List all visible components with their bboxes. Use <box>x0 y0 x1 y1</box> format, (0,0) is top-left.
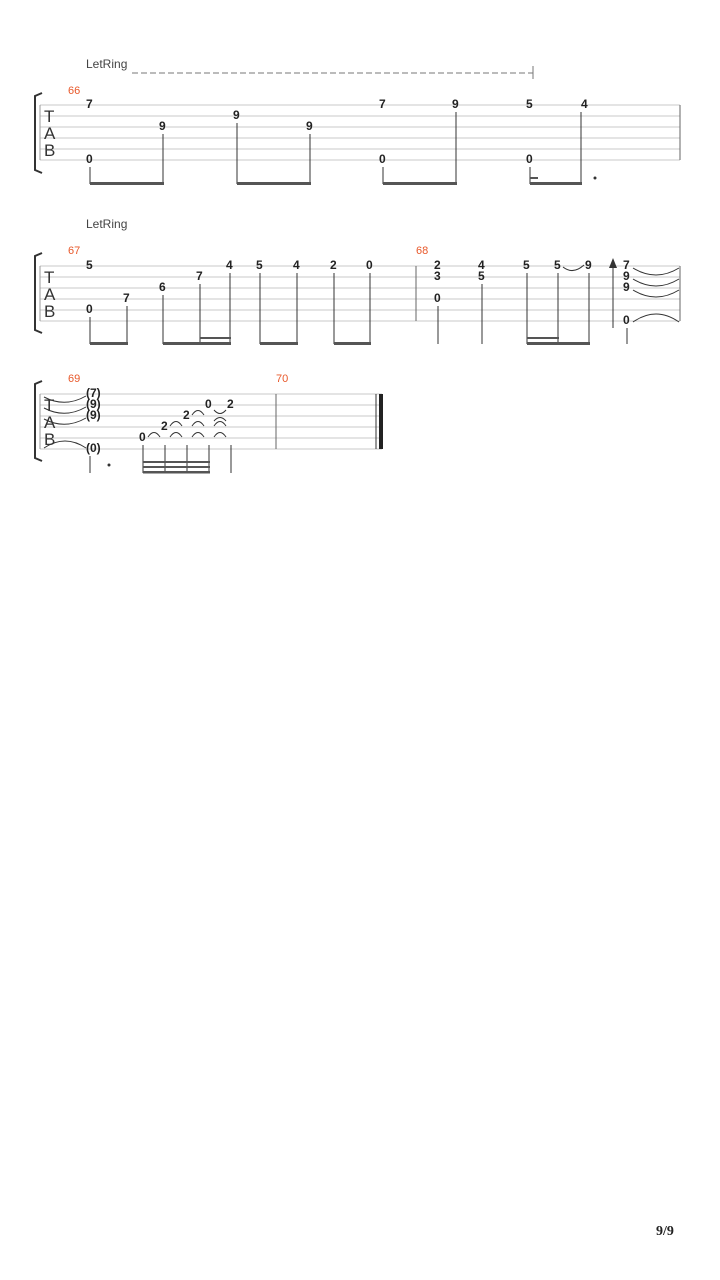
fret-number: (7) <box>86 386 101 400</box>
fret-number: 9 <box>159 119 166 133</box>
fret-number: 7 <box>123 291 130 305</box>
system-2 <box>35 217 680 345</box>
fret-number: 5 <box>526 97 533 111</box>
rhythm-beams <box>90 177 597 186</box>
fret-number: 5 <box>478 269 485 283</box>
measure-number: 69 <box>68 373 81 385</box>
tab-label-t: T <box>44 268 55 287</box>
final-barline-thick <box>379 394 383 449</box>
rhythm-stems <box>90 273 627 344</box>
fret-number: 4 <box>581 97 588 111</box>
fret-number: 2 <box>183 408 190 422</box>
fret-number: 0 <box>379 152 386 166</box>
tab-label-t: T <box>44 107 55 126</box>
fret-number: 6 <box>159 280 166 294</box>
rhythm-beams <box>108 461 211 474</box>
rhythm-beams <box>90 337 590 345</box>
fret-number: 0 <box>434 291 441 305</box>
fret-number: 2 <box>434 258 441 272</box>
fret-number: 9 <box>585 258 592 272</box>
fret-number: 9 <box>623 280 630 294</box>
fret-number: (9) <box>86 408 101 422</box>
fret-number: 4 <box>293 258 300 272</box>
fret-number: 0 <box>86 152 93 166</box>
fret-number: 5 <box>86 258 93 272</box>
measure-number: 68 <box>416 245 429 257</box>
fret-number: (9) <box>86 397 101 411</box>
fret-number: 7 <box>379 97 386 111</box>
measure-number: 70 <box>276 373 289 385</box>
tab-label-a: A <box>44 413 56 432</box>
fret-number: 2 <box>161 419 168 433</box>
fret-number: 0 <box>205 397 212 411</box>
tab-label-t: T <box>44 396 55 415</box>
let-ring-label: LetRing <box>86 57 128 71</box>
fret-number: 2 <box>227 397 234 411</box>
fret-number: 7 <box>196 269 203 283</box>
tab-label-b: B <box>44 430 56 449</box>
tab-label-a: A <box>44 285 56 304</box>
fret-number: 9 <box>623 269 630 283</box>
fret-number: 9 <box>233 108 240 122</box>
fret-number: 7 <box>623 258 630 272</box>
fret-number: 9 <box>306 119 313 133</box>
fret-number: 0 <box>86 302 93 316</box>
let-ring-label: LetRing <box>86 217 128 231</box>
staff-lines <box>40 266 680 321</box>
measure-number: 67 <box>68 245 81 257</box>
tab-label-a: A <box>44 124 56 143</box>
tab-label-b: B <box>44 141 56 160</box>
system-3 <box>35 373 383 474</box>
tremolo-arrow <box>609 258 617 328</box>
notes <box>86 97 588 166</box>
fret-number: 7 <box>86 97 93 111</box>
system-1 <box>35 57 680 185</box>
tab-label-b: B <box>44 302 56 321</box>
fret-number: 9 <box>452 97 459 111</box>
fret-number: 0 <box>139 430 146 444</box>
fret-number: 4 <box>478 258 485 272</box>
fret-number: 0 <box>366 258 373 272</box>
notes <box>86 258 630 327</box>
fret-number: 0 <box>526 152 533 166</box>
fret-number: 5 <box>523 258 530 272</box>
fret-number: 5 <box>256 258 263 272</box>
fret-number: 5 <box>554 258 561 272</box>
slur-curves <box>563 265 679 322</box>
fret-number: (0) <box>86 441 101 455</box>
fret-number: 0 <box>623 313 630 327</box>
staff-lines <box>40 105 680 160</box>
fret-number: 3 <box>434 269 441 283</box>
fret-number: 4 <box>226 258 233 272</box>
page-number: 9/9 <box>656 1224 674 1239</box>
fret-number: 2 <box>330 258 337 272</box>
notes <box>86 386 234 455</box>
measure-number: 66 <box>68 85 81 97</box>
